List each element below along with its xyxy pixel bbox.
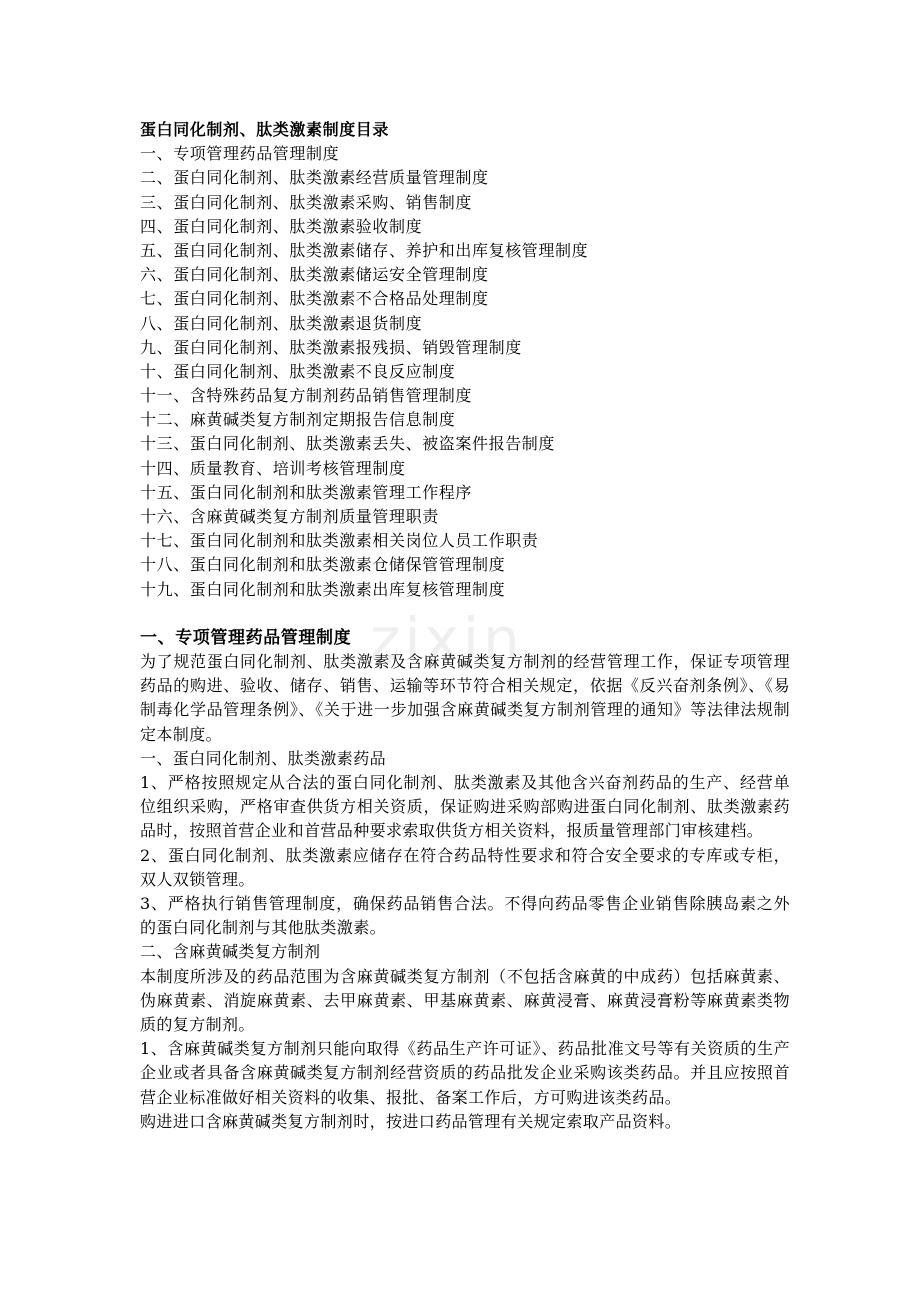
toc-item: 十二、麻黄碱类复方制剂定期报告信息制度: [140, 410, 456, 430]
paragraph: 3、严格执行销售管理制度，确保药品销售合法。不得向药品零售企业销售除胰岛素之外的蛋白同化制剂与其他肽类激素。: [140, 893, 790, 938]
toc-item: 十六、含麻黄碱类复方制剂质量管理职责: [140, 507, 439, 526]
toc-item: 十一、含特殊药品复方制剂药品销售管理制度: [140, 386, 473, 406]
toc-item: 十四、质量教育、培训考核管理制度: [140, 458, 406, 478]
toc-item: 十、蛋白同化制剂、肽类激素不良反应制度: [140, 361, 456, 381]
paragraph: 本制度所涉及的药品范围为含麻黄碱类复方制剂（不包括含麻黄的中成药）包括麻黄素、伪麻黄素、消旋麻黄素、去甲麻黄素、甲基麻黄素、麻黄浸膏、麻黄浸膏粉等麻黄素类物质的复方制剂。: [140, 966, 790, 1034]
paragraph: 1、严格按照规定从合法的蛋白同化制剂、肽类激素及其他含兴奋剂药品的生产、经营单位组织采购，严格审查供货方相关资质，保证购进采购部购进蛋白同化制剂、肽类激素药品时，按照首营企业和首营品种要求索取供货方相关资料，报质量管理部门审核建档。: [140, 772, 790, 841]
toc-item: 十七、蛋白同化制剂和肽类激素相关岗位人员工作职责: [140, 531, 539, 551]
paragraph: 购进进口含麻黄碱类复方制剂时，按进口药品管理有关规定索取产品资料。: [140, 1111, 682, 1131]
toc-item: 四、蛋白同化制剂、肽类激素验收制度: [140, 216, 423, 236]
paragraph: 1、含麻黄碱类复方制剂只能向取得《药品生产许可证》、药品批准文号等有关资质的生产企业或者具备含麻黄碱类复方制剂经营资质的药品批发企业采购该类药品。并且应按照首营企业标准做好相关资料的收集、报批、备案工作后，方可购进该类药品。: [140, 1039, 790, 1107]
toc-item: 六、蛋白同化制剂、肽类激素储运安全管理制度: [140, 265, 489, 285]
toc-item: 十九、蛋白同化制剂和肽类激素出库复核管理制度: [140, 579, 506, 599]
toc-item: 十三、蛋白同化制剂、肽类激素丢失、被盗案件报告制度: [140, 434, 556, 454]
section-heading: 一、专项管理药品管理制度: [140, 627, 352, 648]
toc-item: 十五、蛋白同化制剂和肽类激素管理工作程序: [140, 482, 473, 502]
toc-title: 蛋白同化制剂、肽类激素制度目录: [140, 120, 390, 139]
toc-item: 七、蛋白同化制剂、肽类激素不合格品处理制度: [140, 289, 489, 309]
subsection-title: 一、蛋白同化制剂、肽类激素药品: [140, 748, 387, 768]
toc-item: 八、蛋白同化制剂、肽类激素退货制度: [140, 313, 423, 333]
toc-item: 三、蛋白同化制剂、肽类激素采购、销售制度: [140, 192, 473, 212]
spacer: [140, 602, 790, 626]
toc-item: 十八、蛋白同化制剂和肽类激素仓储保管管理制度: [140, 555, 506, 575]
watermark: zixin: [370, 605, 524, 673]
document-page: [140, 118, 790, 1134]
toc-list: [140, 142, 790, 602]
toc-item: 二、蛋白同化制剂、肽类激素经营质量管理制度: [140, 168, 489, 188]
toc-item: 一、专项管理药品管理制度: [140, 144, 340, 164]
toc-item: 九、蛋白同化制剂、肽类激素报残损、销毁管理制度: [140, 337, 522, 357]
paragraph: 2、蛋白同化制剂、肽类激素应储存在符合药品特性要求和符合安全要求的专库或专柜，双人双锁管理。: [140, 845, 790, 889]
section-intro: 为了规范蛋白同化制剂、肽类激素及含麻黄碱类复方制剂的经营管理工作，保证专项管理药品的购进、验收、储存、销售、运输等环节符合相关规定，依据《反兴奋剂条例》、《易制毒化学品管理条例》、《关于进一步加强含麻黄碱类复方制剂管理的通知》等法律法规制定本制度。: [140, 651, 790, 744]
subsection-title: 二、含麻黄碱类复方制剂: [140, 942, 321, 962]
toc-item: 五、蛋白同化制剂、肽类激素储存、养护和出库复核管理制度: [140, 240, 589, 260]
